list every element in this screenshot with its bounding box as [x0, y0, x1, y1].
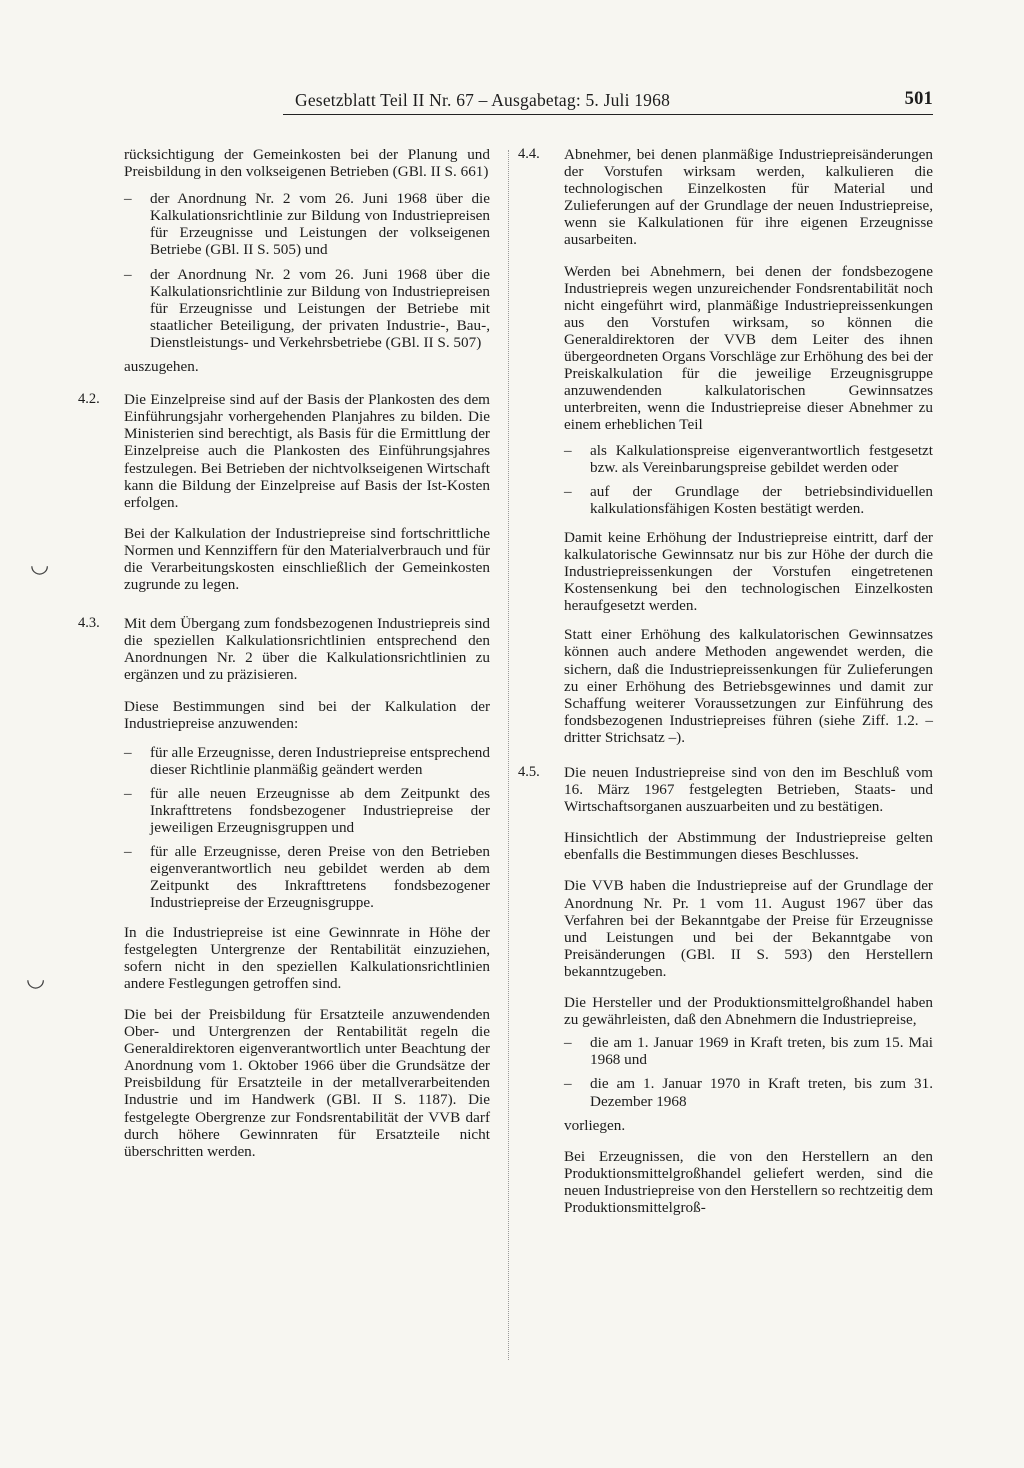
- list-item: – der Anordnung Nr. 2 vom 26. Juni 1968 über die Kalkulationsrichtlinie zur Bildung von Industriepreisen für Erzeugnisse und Leistungen der volkseigenen Betriebe (GBl. II S. 505) und: [124, 190, 490, 258]
- list-item: – die am 1. Januar 1969 in Kraft treten, bis zum 15. Mai 1968 und: [564, 1034, 933, 1068]
- paragraph: vorliegen.: [564, 1116, 626, 1134]
- paragraph: Damit keine Erhöhung der Industriepreise eintritt, darf der kalkulatorische Gewinnsatz nur bis zur Höhe der durch die Industriepreissenkungen der Vorstufen eingetretenen Kostensenkung bei den technologischen Einzelkosten heraufgesetzt werden.: [564, 528, 933, 615]
- paragraph: Hinsichtlich der Abstimmung der Industriepreise gelten ebenfalls die Bestimmungen dieses Beschlusses.: [564, 829, 933, 864]
- list-item: – als Kalkulationspreise eigenverantwortlich festgesetzt bzw. als Vereinbarungspreise gebildet werden oder: [564, 442, 933, 476]
- right-column: [518, 146, 933, 1226]
- paragraph: Die neuen Industriepreise sind von den im Beschluß vom 16. März 1967 festgelegten Betrieben, Staats- und Wirtschaftsorganen auszuarbeiten und zu bestätigen.: [564, 764, 933, 816]
- paragraph: Die bei der Preisbildung für Ersatzteile anzuwendenden Ober- und Untergrenzen der Rentabilität regeln die Generaldirektoren eigenverantwortlich unter Beachtung der Anordnung vom 1. Oktober 1966 über die Grundsätze der Preisbildung für Ersatzteile in der metallverarbeitenden Industrie und im Handwerk (GBl. II S. 1187). Die festgelegte Obergrenze zur Fondsrentabilität der VVB darf durch höhere Gewinnraten für Ersatzteile nicht überschritten werden.: [124, 1005, 490, 1160]
- section-4-3: [78, 615, 490, 732]
- list-item: – für alle neuen Erzeugnisse ab dem Zeitpunkt des Inkrafttretens fondsbezogener Industriepreise der jeweiligen Erzeugnisgruppen und: [124, 785, 490, 836]
- section-4-2: [78, 391, 490, 593]
- list-item: – für alle Erzeugnisse, deren Preise von den Betrieben eigenverantwortlich neu gebildet werden ab dem Zeitpunkt des Inkrafttretens fondsbezogener Industriepreise der Erzeugnisgruppe.: [124, 843, 490, 911]
- left-column: [78, 146, 490, 1170]
- section-number: 4.4.: [518, 146, 540, 162]
- list-item: – für alle Erzeugnisse, deren Industriepreise entsprechend dieser Richtlinie planmäßig geändert werden: [124, 744, 490, 778]
- paragraph: Die Einzelpreise sind auf der Basis der Plankosten des dem Einführungsjahr vorhergehenden Planjahres zu bilden. Die Ministerien sind berechtigt, als Basis für die Ermittlung der Einzelpreise auch die Plankosten des Einführungsjahres festzulegen. Bei Betrieben der nichtvolkseigenen Wirtschaft kann die Bildung der Einzelpreise auf Basis der Ist-Kosten erfolgen.: [124, 391, 490, 511]
- paragraph: Abnehmer, bei denen planmäßige Industriepreisänderungen der Vorstufen wirksam werden, kalkulieren die technologischen Einzelkosten für Material und Zulieferungen auf der Grundlage der neuen Industriepreise, wenn sie Kalkulationen für ihre eigenen Erzeugnisse ausarbeiten.: [564, 146, 933, 249]
- margin-mark: ◡: [30, 552, 50, 577]
- gazette-title: Gesetzblatt Teil II Nr. 67 – Ausgabetag: 5. Juli 1968: [295, 90, 671, 110]
- paragraph: Die Hersteller und der Produktionsmittelgroßhandel haben zu gewährleisten, daß den Abnehmern die Industriepreise,: [564, 994, 933, 1029]
- paragraph: Werden bei Abnehmern, bei denen der fondsbezogene Industriepreis wegen unzureichender Fondsrentabilität noch nicht eingeführt wird, planmäßige Industriepreissenkungen aus den Vorstufen wirksam, so können die Generaldirektoren der VVB dem Leiter des ihnen übergeordneten Organs Vorschläge zur Erhöhung des bei der Preiskalkulation für die jeweilige Erzeugnisgruppe anzuwendenden kalkulatorischen Gewinnsatzes unterbreiten, wenn die Industriepreise dieser Abnehmer zu einem erheblichen Teil: [564, 262, 933, 434]
- paragraph: Bei der Kalkulation der Industriepreise sind fortschrittliche Normen und Kennziffern für den Materialverbrauch und für die Verarbeitungskosten einschließlich der Gemeinkosten zugrunde zu legen.: [124, 524, 490, 594]
- continuation-paragraph: rücksichtigung der Gemeinkosten bei der Planung und Preisbildung in den volkseigenen Betrieben (GBl. II S. 661): [124, 146, 490, 181]
- section-number: 4.3.: [78, 615, 100, 632]
- page-header: [283, 88, 933, 115]
- list-item: – die am 1. Januar 1970 in Kraft treten, bis zum 31. Dezember 1968: [564, 1075, 933, 1109]
- paragraph: Statt einer Erhöhung des kalkulatorischen Gewinnsatzes können auch andere Methoden angewendet werden, die sichern, daß die Industriepreissenkungen für Zulieferungen zu einer Erhöhung des Betriebsgewinnes und damit zur Schaffung weiterer Voraussetzungen zur Einführung des fondsbezogenen Industriepreises führen (siehe Ziff. 1.2. – dritter Strichsatz –).: [564, 626, 933, 746]
- paragraph: Die VVB haben die Industriepreise auf der Grundlage der Anordnung Nr. Pr. 1 vom 11. August 1967 über das Verfahren bei der Bekanntgabe der Preise für Erzeugnisse und Leistungen und bei der Bekanntgabe von Preisänderungen (GBl. II S. 593) den Herstellern bekanntzugeben.: [564, 877, 933, 980]
- page-number: 501: [904, 89, 933, 109]
- section-4-4: [518, 146, 933, 434]
- section-number: 4.2.: [78, 391, 100, 408]
- column-divider: [508, 150, 510, 1360]
- paragraph: Mit dem Übergang zum fondsbezogenen Industriepreis sind die speziellen Kalkulationsrichtlinien entsprechend den Anordnungen Nr. 2 über die Kalkulationsrichtlinien zu ergänzen und zu präzisieren.: [124, 615, 490, 684]
- margin-mark: ◡: [26, 966, 46, 991]
- section-number: 4.5.: [518, 764, 540, 780]
- list-item: – der Anordnung Nr. 2 vom 26. Juni 1968 über die Kalkulationsrichtlinie zur Bildung von Industriepreisen für Erzeugnisse und Leistungen der Betriebe mit staatlicher Beteiligung, der privaten Industrie-, Bau-, Dienstleistungs- und Verkehrsbetriebe (GBl. II S. 507): [124, 266, 490, 351]
- paragraph: auszugehen.: [124, 358, 199, 376]
- section-4-5: [518, 764, 933, 1028]
- paragraph: Bei Erzeugnissen, die von den Herstellern an den Produktionsmittelgroßhandel geliefert werden, sind die neuen Industriepreise von den Herstellern so rechtzeitig dem Produktionsmittelgroß-: [564, 1147, 934, 1216]
- paragraph: Diese Bestimmungen sind bei der Kalkulation der Industriepreise anzuwenden:: [124, 697, 490, 732]
- list-item: – auf der Grundlage der betriebsindividuellen kalkulationsfähigen Kosten bestätigt werden.: [564, 483, 933, 517]
- paragraph: In die Industriepreise ist eine Gewinnrate in Höhe der festgelegten Untergrenze der Rentabilität einzuziehen, sofern nicht in den speziellen Kalkulationsrichtlinien andere Festlegungen getroffen sind.: [124, 923, 490, 992]
